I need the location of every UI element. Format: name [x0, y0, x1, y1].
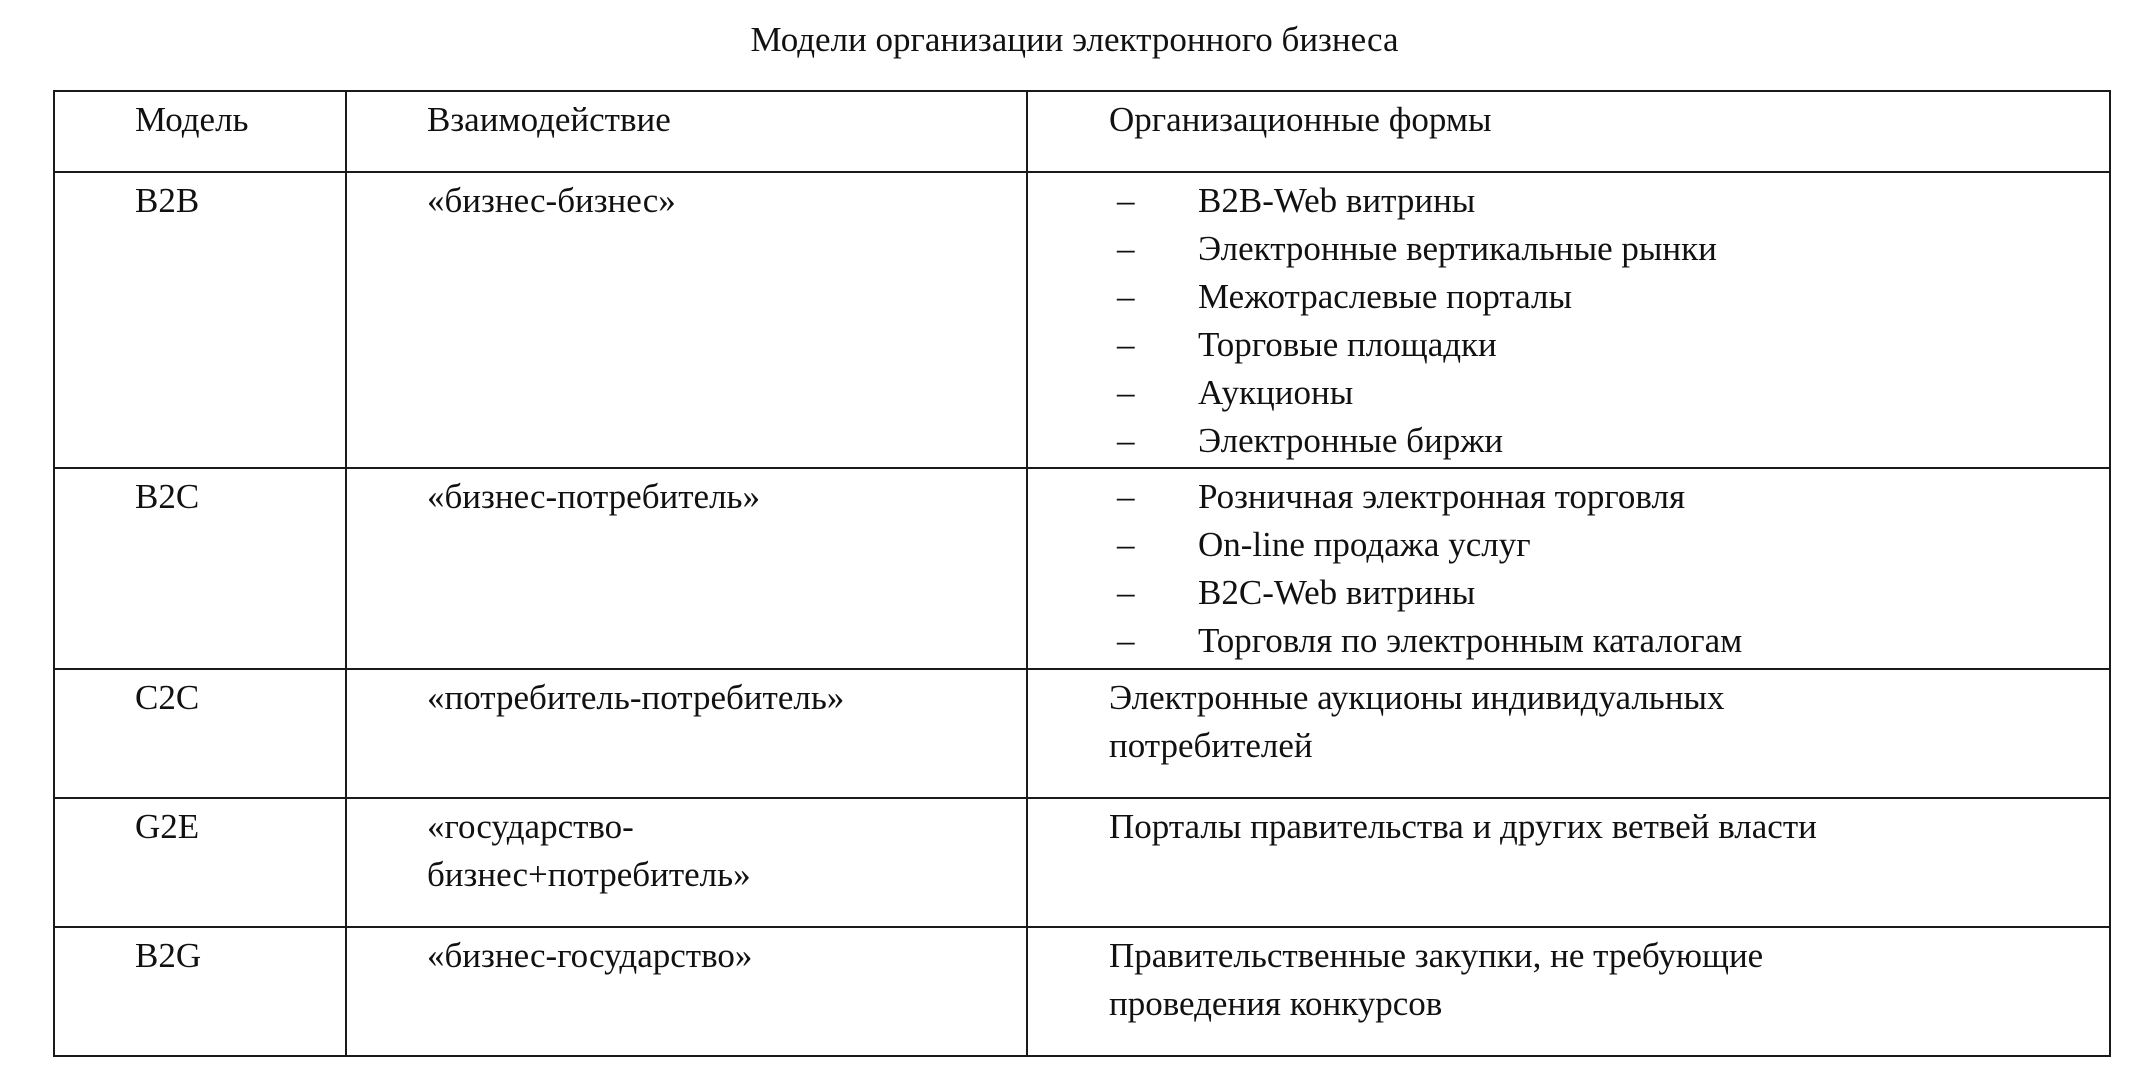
interaction-cell	[346, 798, 1027, 927]
forms-text-line: потребителей	[1109, 726, 1313, 765]
model-cell: B2C	[54, 468, 346, 669]
table-row	[54, 468, 2110, 669]
list-dash: –	[1117, 373, 1135, 412]
list-item-text: Торговля по электронным каталогам	[1198, 621, 1743, 660]
forms-text-line: Порталы правительства и других ветвей власти	[1109, 807, 1817, 846]
table-row	[54, 798, 2110, 927]
list-item-text: B2C-Web витрины	[1198, 573, 1476, 612]
interaction-text-line: бизнес+потребитель»	[427, 855, 751, 894]
list-item	[1028, 273, 2109, 321]
list-item-text: B2B-Web витрины	[1198, 181, 1476, 220]
model-cell: B2B	[54, 172, 346, 468]
table-header-row	[54, 91, 2110, 172]
forms-cell	[1027, 172, 2110, 468]
list-item	[1028, 617, 2109, 665]
model-cell: C2C	[54, 669, 346, 798]
list-item-text: On-line продажа услуг	[1198, 525, 1531, 564]
forms-text-line: проведения конкурсов	[1109, 984, 1443, 1023]
interaction-cell: «потребитель-потребитель»	[346, 669, 1027, 798]
forms-cell	[1027, 798, 2110, 927]
list-item-text: Розничная электронная торговля	[1198, 477, 1686, 516]
list-item	[1028, 177, 2109, 225]
list-item	[1028, 473, 2109, 521]
model-cell: G2E	[54, 798, 346, 927]
forms-list	[1028, 177, 2109, 465]
header-interaction: Взаимодействие	[346, 91, 1027, 172]
header-forms: Организационные формы	[1027, 91, 2110, 172]
list-dash: –	[1117, 181, 1135, 220]
list-dash: –	[1117, 477, 1135, 516]
model-cell: B2G	[54, 927, 346, 1056]
business-models-table	[53, 90, 2111, 1057]
list-dash: –	[1117, 621, 1135, 660]
interaction-cell: «бизнес-потребитель»	[346, 468, 1027, 669]
interaction-cell: «бизнес-государство»	[346, 927, 1027, 1056]
header-model: Модель	[54, 91, 346, 172]
list-item	[1028, 569, 2109, 617]
forms-cell	[1027, 468, 2110, 669]
forms-cell	[1027, 669, 2110, 798]
interaction-cell: «бизнес-бизнес»	[346, 172, 1027, 468]
list-item	[1028, 225, 2109, 273]
list-dash: –	[1117, 325, 1135, 364]
list-item	[1028, 321, 2109, 369]
list-item-text: Электронные вертикальные рынки	[1198, 229, 1717, 268]
list-dash: –	[1117, 421, 1135, 460]
list-item	[1028, 369, 2109, 417]
forms-cell	[1027, 927, 2110, 1056]
list-item-text: Электронные биржи	[1198, 421, 1504, 460]
list-item	[1028, 417, 2109, 465]
forms-list	[1028, 473, 2109, 665]
list-item	[1028, 521, 2109, 569]
interaction-text-line: «государство-	[427, 807, 634, 846]
list-dash: –	[1117, 573, 1135, 612]
forms-text-line: Электронные аукционы индивидуальных	[1109, 678, 1725, 717]
list-dash: –	[1117, 277, 1135, 316]
table-row	[54, 927, 2110, 1056]
list-dash: –	[1117, 525, 1135, 564]
list-item-text: Торговые площадки	[1198, 325, 1497, 364]
table-row	[54, 172, 2110, 468]
forms-text-line: Правительственные закупки, не требующие	[1109, 936, 1764, 975]
list-item-text: Аукционы	[1198, 373, 1354, 412]
page-title: Модели организации электронного бизнеса	[750, 20, 1399, 59]
list-item-text: Межотраслевые порталы	[1198, 277, 1572, 316]
table-row	[54, 669, 2110, 798]
list-dash: –	[1117, 229, 1135, 268]
